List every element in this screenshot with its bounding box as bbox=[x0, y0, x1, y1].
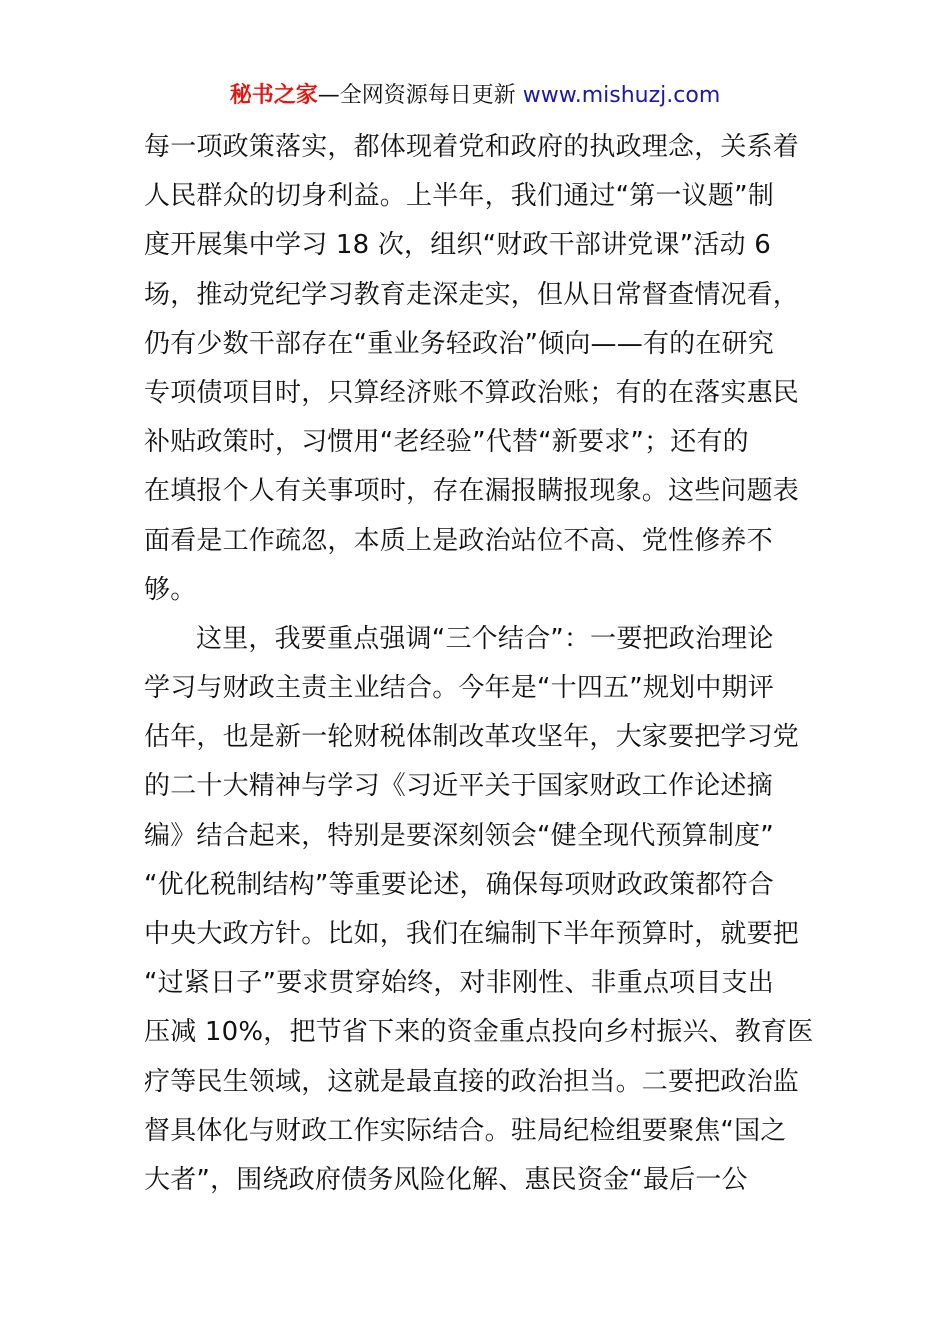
text-line: 疗等民生领域，这就是最直接的政治担当。二要把政治监 bbox=[144, 1066, 800, 1097]
text-line: 人民群众的切身利益。上半年，我们通过“第一议题”制 bbox=[144, 181, 774, 212]
text-line: 压减 10%，把节省下来的资金重点投向乡村振兴、教育医 bbox=[144, 1017, 814, 1048]
text-line: 场，推动党纪学习教育走深走实，但从日常督查情况看， bbox=[144, 279, 800, 310]
text-line: “优化税制结构”等重要论述，确保每项财政政策都符合 bbox=[144, 869, 774, 900]
text-line: 编》结合起来，特别是要深刻领会“健全现代预算制度” bbox=[144, 820, 774, 851]
text-line: 仍有少数干部存在“重业务轻政治”倾向——有的在研究 bbox=[144, 328, 774, 359]
text-line: 面看是工作疏忽，本质上是政治站位不高、党性修养不 bbox=[144, 525, 773, 556]
site-brand: 秘书之家 bbox=[229, 83, 318, 108]
text-line: 度开展集中学习 18 次，组织“财政干部讲党课”活动 6 bbox=[144, 230, 771, 261]
text-line: 督具体化与财政工作实际结合。驻局纪检组要聚焦“国之 bbox=[144, 1115, 787, 1146]
text-line: 补贴政策时，习惯用“老经验”代替“新要求”；还有的 bbox=[144, 427, 749, 458]
text-line: 的二十大精神与学习《习近平关于国家财政工作论述摘 bbox=[144, 771, 773, 802]
document-body bbox=[144, 123, 824, 1205]
text-line: 大者”，围绕政府债务风险化解、惠民资金“最后一公 bbox=[144, 1164, 748, 1195]
text-line: 估年，也是新一轮财税体制改革攻坚年，大家要把学习党 bbox=[144, 722, 800, 753]
site-header bbox=[0, 80, 950, 112]
site-url-link[interactable]: www.mishuzj.com bbox=[522, 83, 721, 108]
text-line: 够。 bbox=[144, 574, 197, 605]
text-line: “过紧日子”要求贯穿始终，对非刚性、非重点项目支出 bbox=[144, 968, 774, 999]
text-line: 中央大政方针。比如，我们在编制下半年预算时，就要把 bbox=[144, 919, 800, 949]
paragraph-first-line: 这里，我要重点强调“三个结合”：一要把政治理论 bbox=[196, 623, 774, 654]
text-line: 在填报个人有关事项时，存在漏报瞒报现象。这些问题表 bbox=[144, 476, 800, 507]
text-line: 学习与财政主责主业结合。今年是“十四五”规划中期评 bbox=[144, 673, 774, 704]
site-tagline: —全网资源每日更新 bbox=[317, 83, 516, 108]
text-line: 每一项政策落实，都体现着党和政府的执政理念，关系着 bbox=[144, 132, 800, 162]
text-line: 专项债项目时，只算经济账不算政治账；有的在落实惠民 bbox=[144, 377, 800, 408]
